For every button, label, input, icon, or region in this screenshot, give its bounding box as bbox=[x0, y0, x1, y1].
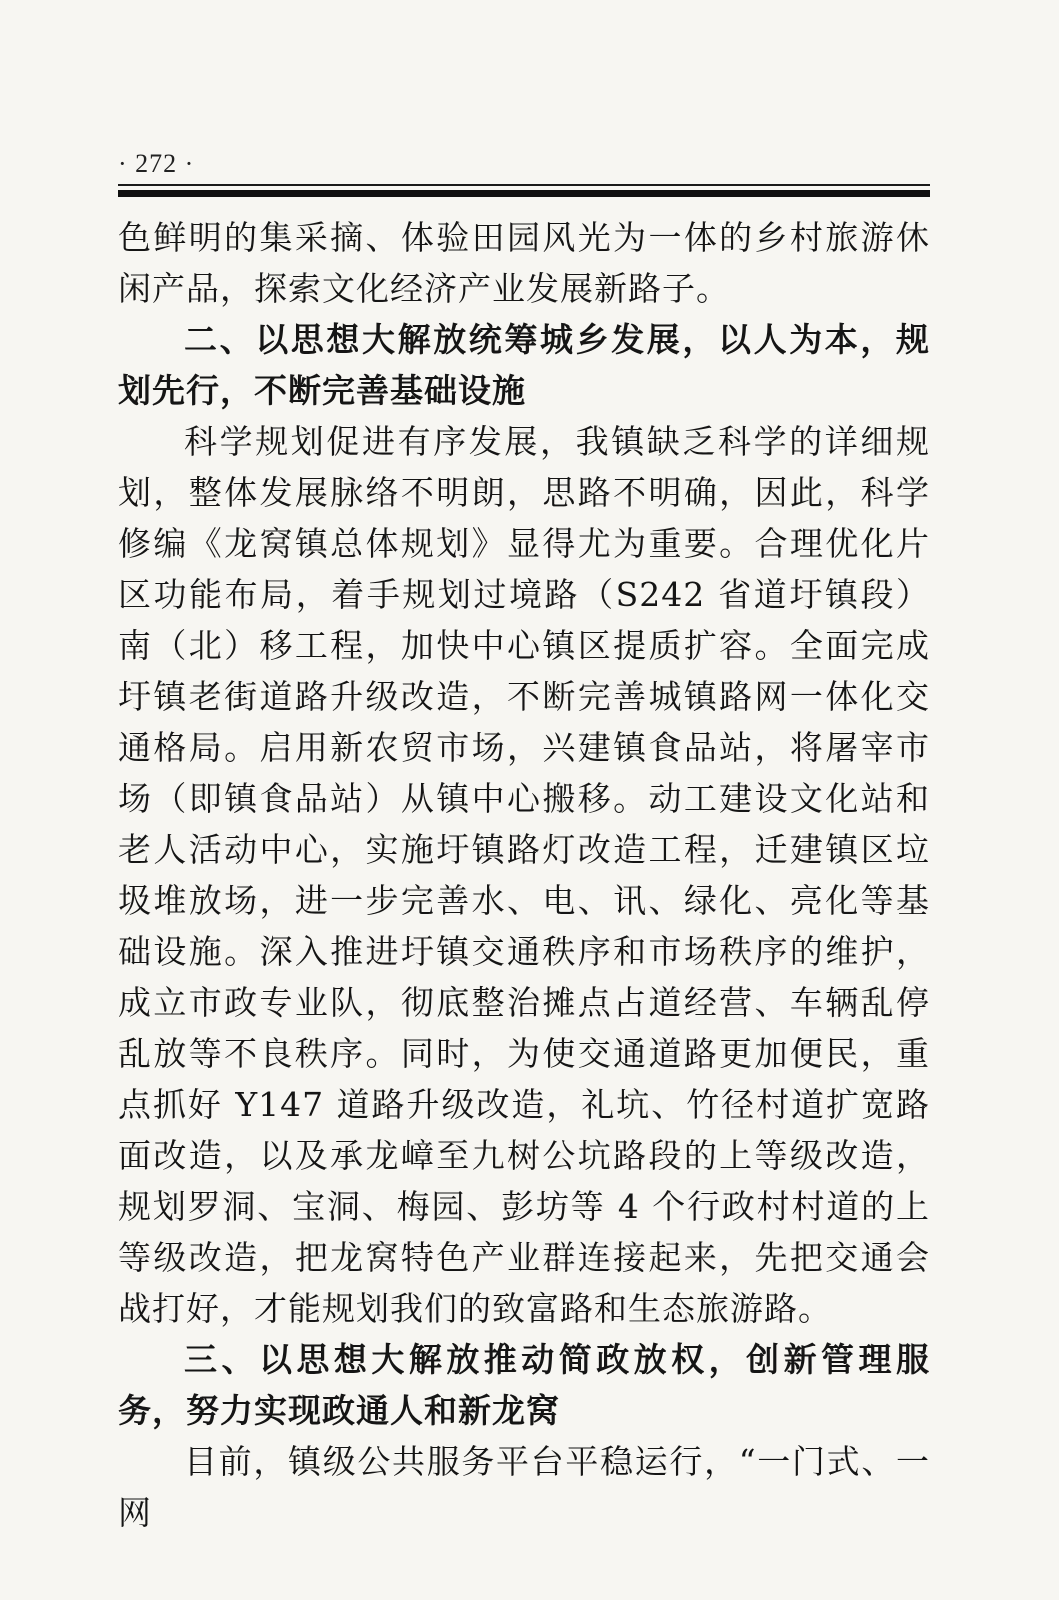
section-heading-3: 三、以思想大解放推动简政放权，创新管理服务，努力实现政通人和新龙窝 bbox=[118, 1340, 930, 1430]
paragraph-continued: 色鲜明的集采摘、体验田园风光为一体的乡村旅游休闲产品，探索文化经济产业发展新路子。 bbox=[118, 218, 930, 308]
page-number: · 272 · bbox=[118, 149, 195, 178]
header-rule-thick bbox=[118, 190, 930, 197]
header-rule-thin bbox=[118, 184, 930, 186]
paragraph-planning: 科学规划促进有序发展，我镇缺乏科学的详细规划，整体发展脉络不明朗，思路不明确，因此，科学修编《龙窝镇总体规划》显得尤为重要。合理优化片区功能布局，着手规划过境路（S242 省道圩镇段）南（北）移工程，加快中心镇区提质扩容。全面完成圩镇老街道路升级改造，不断完善城镇路网一体化交通格局。启用新农贸市场，兴建镇食品站，将屠宰市场（即镇食品站）从镇中心搬移。动工建设文化站和老人活动中心，实施圩镇路灯改造工程，迁建镇区垃圾堆放场，进一步完善水、电、讯、绿化、亮化等基础设施。深入推进圩镇交通秩序和市场秩序的维护，成立市政专业队，彻底整治摊点占道经营、车辆乱停乱放等不良秩序。同时，为使交通道路更加便民，重点抓好 Y147 道路升级改造，礼坑、竹径村道扩宽路面改造，以及承龙嶂至九树公坑路段的上等级改造，规划罗洞、宝洞、梅园、彭坊等 4 个行政村村道的上等级改造，把龙窝特色产业群连接起来，先把交通会战打好，才能规划我们的致富路和生态旅游路。 bbox=[118, 422, 930, 1328]
page-header bbox=[118, 146, 930, 182]
page-body bbox=[118, 212, 930, 1538]
paragraph-services: 目前，镇级公共服务平台平稳运行，“一门式、一网 bbox=[118, 1442, 930, 1532]
section-heading-2: 二、以思想大解放统筹城乡发展，以人为本，规划先行，不断完善基础设施 bbox=[118, 320, 930, 410]
